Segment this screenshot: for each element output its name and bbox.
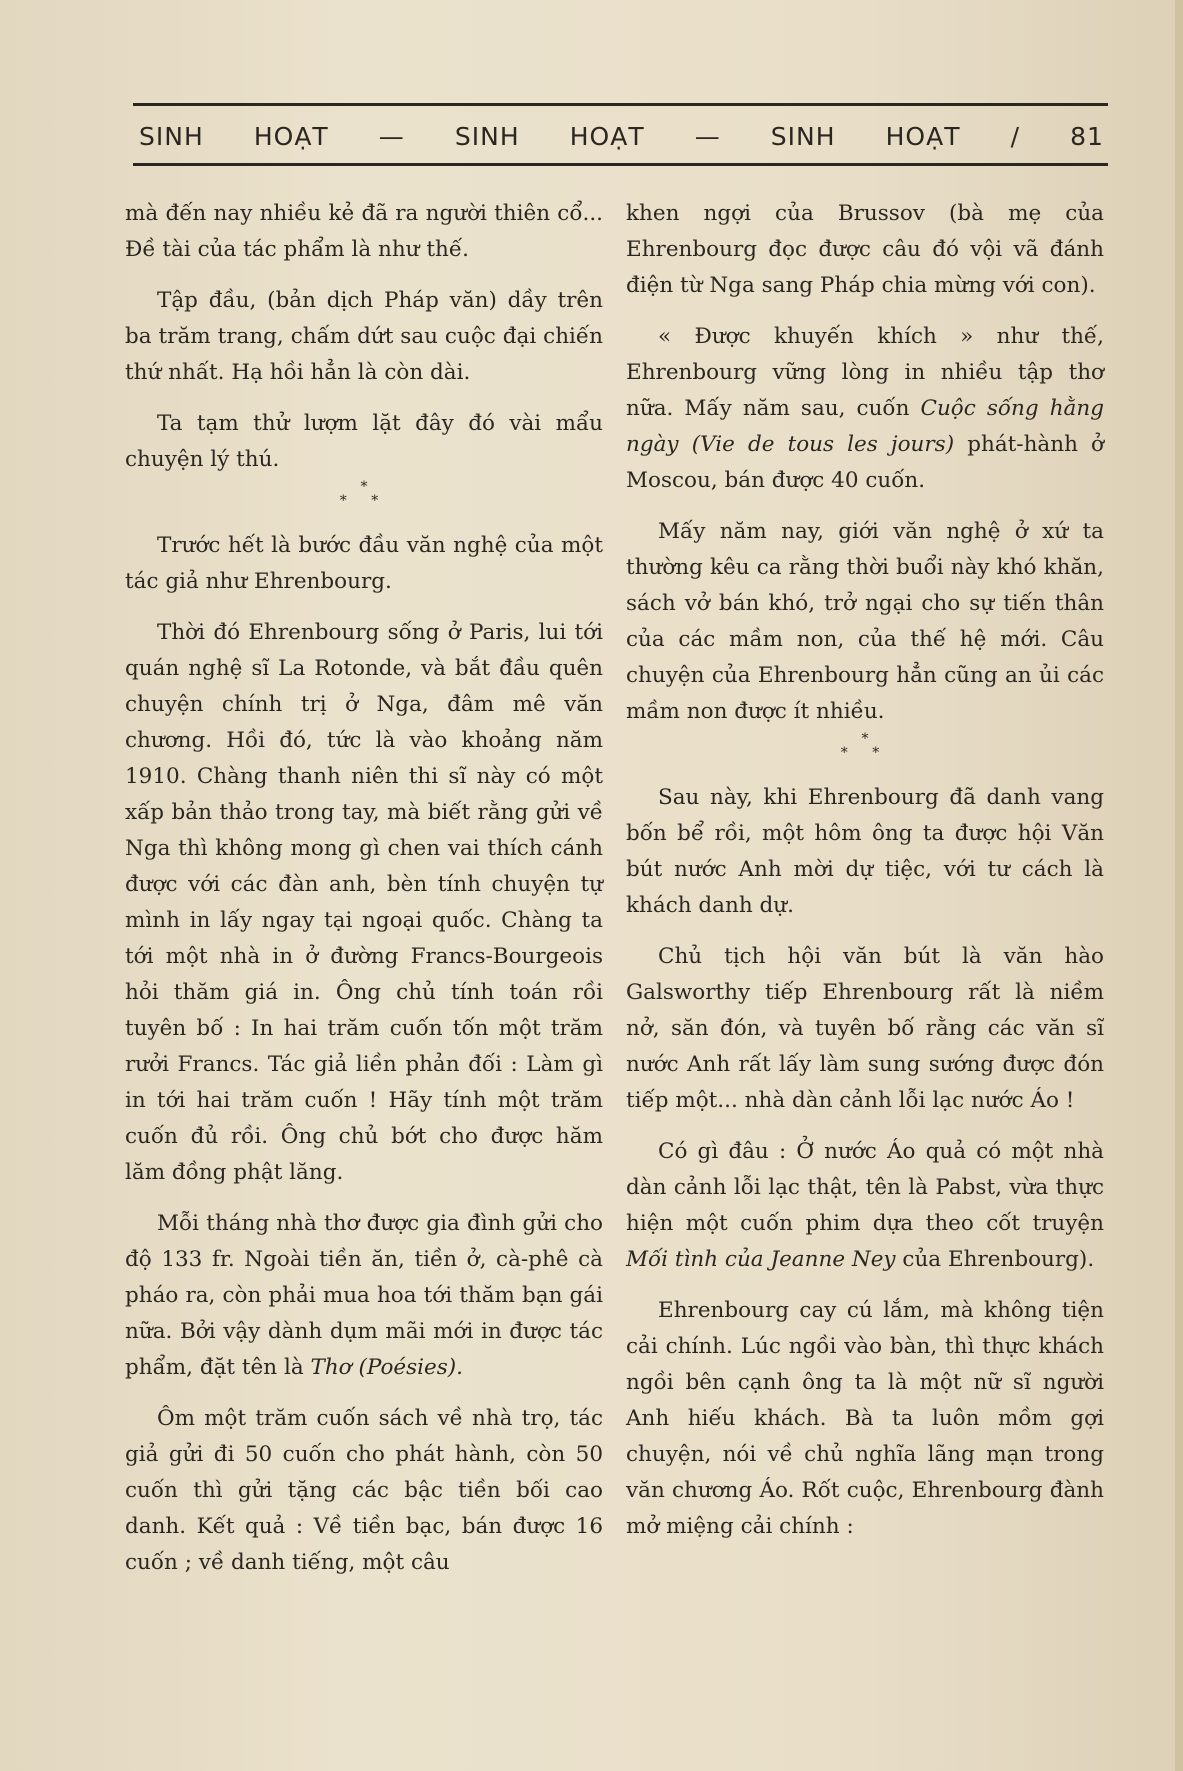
paragraph: Trước hết là bước đầu văn nghệ của một tác giả như Ehrenbourg. xyxy=(125,533,603,594)
paragraph: Ta tạm thử lượm lặt đây đó vài mẩu chuyện lý thú. xyxy=(125,411,603,472)
book-title: Thơ xyxy=(310,1355,352,1380)
paragraph: Mấy năm nay, giới văn nghệ ở xứ ta thường kêu ca rằng thời buổi này khó khăn, sách vở bán khó, trở ngại cho sự tiến thân của các mầm non, của thế hệ mới. Câu chuyện của Ehrenbourg hẳn cũng an ủi các mầm non được ít nhiều. xyxy=(626,519,1104,724)
header-word: SINH xyxy=(139,121,204,151)
asterism-top: * xyxy=(360,479,368,495)
paragraph-text: của Ehrenbourg). xyxy=(902,1247,1095,1272)
paragraph: khen ngợi của Brussov (bà mẹ của Ehrenbourg đọc được câu đó vội vã đánh điện từ Nga sang Pháp chia mừng với con). xyxy=(626,201,1104,298)
paragraph: Sau này, khi Ehrenbourg đã danh vang bốn bể rồi, một hôm ông ta được hội Văn bút nước Anh mời dự tiệc, với tư cách là khách danh dự. xyxy=(626,785,1104,918)
header-slash: / xyxy=(1010,121,1021,151)
paragraph: mà đến nay nhiều kẻ đã ra người thiên cổ... Đề tài của tác phẩm là như thế. xyxy=(125,201,603,262)
paragraph-text: phát-hành ở Moscou, bán được 40 cuốn. xyxy=(626,432,1104,493)
paragraph xyxy=(626,319,1104,499)
header-dash: — xyxy=(694,121,721,151)
paragraph-text: « Được khuyến khích » như thế, Ehrenbourg vững lòng in nhiều tập thơ nữa. Mấy năm sau, cuốn xyxy=(626,324,1104,421)
paragraph-text: Có gì đâu : Ở nước Áo quả có một nhà dàn cảnh lỗi lạc thật, tên là Pabst, vừa thực hiện một cuốn phim dựa theo cốt truyện xyxy=(626,1139,1104,1236)
asterism-bottom: * * xyxy=(840,745,890,761)
running-head-text xyxy=(139,117,1104,155)
film-title: Mối tình của Jeanne Ney xyxy=(626,1247,896,1272)
paragraph xyxy=(626,1134,1104,1278)
paragraph xyxy=(125,1206,603,1386)
header-rule-top xyxy=(133,103,1108,106)
header-word: HOẠT xyxy=(885,121,961,151)
paragraph: Thời đó Ehrenbourg sống ở Paris, lui tới quán nghệ sĩ La Rotonde, và bắt đầu quên chuyện chính trị ở Nga, đâm mê văn chương. Hồi đó, tức là vào khoảng năm 1910. Chàng thanh niên thi sĩ này có một xấp bản thảo trong tay, mà biết rằng gửi về Nga thì không mong gì chen vai thích cánh được với các đàn anh, bèn tính chuyện tự mình in lấy ngay tại ngoại quốc. Chàng ta tới một nhà in ở đường Francs-Bourgeois hỏi thăm giá in. Ông chủ tính toán rồi tuyên bố : In hai trăm cuốn tốn một trăm rưởi Francs. Tác giả liền phản đối : Làm gì in tới hai trăm cuốn ! Hãy tính một trăm cuốn đủ rồi. Ông chủ bớt cho được hăm lăm đồng phật lăng. xyxy=(125,620,603,1185)
page-number: 81 xyxy=(1070,121,1104,151)
running-header xyxy=(133,95,1108,170)
paragraph-text: Mỗi tháng nhà thơ được gia đình gửi cho độ 133 fr. Ngoài tiền ăn, tiền ở, cà-phê cà pháo ra, còn phải mua hoa tới thăm bạn gái nữa. Bởi vậy dành dụm mãi mới in được tác phẩm, đặt tên là xyxy=(125,1211,603,1380)
header-word: SINH xyxy=(454,121,520,151)
book-title-french: (Poésies). xyxy=(358,1355,464,1380)
page-edge xyxy=(1175,0,1183,1771)
paragraph: Tập đầu, (bản dịch Pháp văn) dầy trên ba trăm trang, chấm dứt sau cuộc đại chiến thứ nhất. Hạ hồi hẳn là còn dài. xyxy=(125,288,603,385)
section-asterism xyxy=(626,732,1104,760)
paragraph: Chủ tịch hội văn bút là văn hào Galsworthy tiếp Ehrenbourg rất là niềm nở, săn đón, và tuyên bố rằng các văn sĩ nước Anh rất lấy làm sung sướng được đón tiếp một... nhà dàn cảnh lỗi lạc nước Áo ! xyxy=(626,944,1104,1113)
paragraph: Ôm một trăm cuốn sách về nhà trọ, tác giả gửi đi 50 cuốn cho phát hành, còn 50 cuốn thì gửi tặng các bậc tiền bối cao danh. Kết quả : Về tiền bạc, bán được 16 cuốn ; về danh tiếng, một câu xyxy=(125,1406,603,1575)
paragraph: Ehrenbourg cay cú lắm, mà không tiện cải chính. Lúc ngồi vào bàn, thì thực khách ngồi bên cạnh ông ta là một nữ sĩ người Anh hiếu khách. Bà ta luôn mồm gợi chuyện, nói về chủ nghĩa lãng mạn trong văn chương Áo. Rốt cuộc, Ehrenbourg đành mở miệng cải chính : xyxy=(626,1298,1104,1539)
header-word: HOẠT xyxy=(253,121,329,151)
right-column xyxy=(626,196,1104,1560)
header-rule-bottom xyxy=(133,163,1108,166)
left-column xyxy=(125,196,603,1596)
header-word: SINH xyxy=(770,121,836,151)
asterism-top: * xyxy=(861,731,869,747)
section-asterism xyxy=(125,480,603,508)
asterism-bottom: * * xyxy=(339,493,389,509)
header-dash: — xyxy=(378,121,405,151)
book-title: Cuộc sống hằng ngày (Vie de tous les jours) xyxy=(626,396,1104,457)
header-word: HOẠT xyxy=(569,121,645,151)
